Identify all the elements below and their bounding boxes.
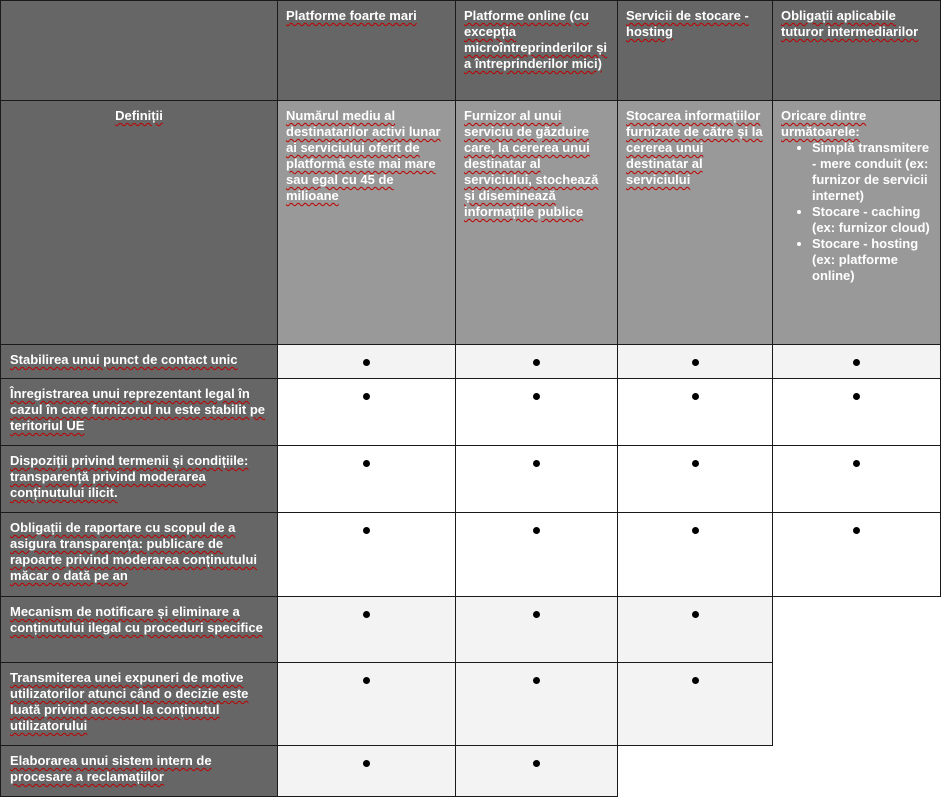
bullet-dot-icon [533,393,540,400]
table-cell [772,378,941,446]
row-header-legal-representative [0,378,278,446]
table-cell [772,512,941,597]
table-cell [277,378,456,446]
definition-online-platforms [455,100,618,345]
definition-intro: Oricare dintre următoarele: [781,108,867,139]
definition-text: Numărul mediu al destinatarilor activi lunar ai serviciului oferit de platformă este mai mare sau egal cu 45 de milioane [286,108,441,203]
row-label: Transmiterea unei expuneri de motive utilizatorilor atunci când o decizie este luată privind accesul la conținutul utilizatorului [10,670,249,733]
bullet-dot-icon [692,393,699,400]
table-cell [455,344,618,379]
column-header-all-intermediaries [772,0,941,101]
bullet-dot-icon [533,359,540,366]
column-header-online-platforms [455,0,618,101]
bullet-dot-icon [533,460,540,467]
bullet-dot-icon [363,460,370,467]
bullet-dot-icon [533,611,540,618]
row-header-statement-of-reasons [0,662,278,746]
row-header-transparency-reporting [0,512,278,597]
column-header-label: Platforme online (cu excepția microîntreprinderilor și a întreprinderilor mici) [464,8,608,71]
column-header-label: Servicii de stocare - hosting [626,8,749,39]
list-item: • Stocare - hosting (ex: platforme online) [812,236,932,284]
row-label: Obligații de raportare cu scopul de a asigura transparența: publicare de rapoarte privind moderarea conținutului măcar o dată pe an [10,520,258,583]
bullet-dot-icon [363,527,370,534]
table-cell [455,512,618,597]
list-item: • Simplă transmitere - mere conduit (ex: furnizor de servicii internet) [812,140,932,204]
row-label: Stabilirea unui punct de contact unic [10,352,238,367]
bullet-dot-icon [853,527,860,534]
bullet-dot-icon [363,611,370,618]
table-cell [455,378,618,446]
definition-text: Stocarea informațiilor furnizate de către și la cererea unui destinatar al serviciului [626,108,763,187]
table-cell [277,344,456,379]
table-cell [617,662,773,746]
table-cell [617,596,773,663]
definitions-label: Definiții [115,108,163,123]
column-header-label: Obligații aplicabile tuturor intermediarilor [781,8,919,39]
bullet-dot-icon [853,460,860,467]
table-corner-cell [0,0,278,101]
list-item: • Stocare - caching (ex: furnizor cloud) [812,204,932,236]
row-label: Elaborarea unui sistem intern de procesare a reclamațiilor [10,753,212,784]
table-cell [455,445,618,513]
bullet-dot-icon [533,677,540,684]
column-header-hosting-services [617,0,773,101]
table-cell [617,512,773,597]
row-header-notice-and-action [0,596,278,663]
definitions-row-header [0,100,278,345]
definition-text: Furnizor al unui serviciu de găzduire care, la cererea unui destinatar al serviciului, stochează și diseminează informațiile publice [464,108,599,219]
bullet-dot-icon [853,359,860,366]
definition-very-large-platforms [277,100,456,345]
table-cell [617,445,773,513]
column-header-very-large-platforms [277,0,456,101]
table-cell [455,596,618,663]
bullet-dot-icon [692,460,699,467]
bullet-dot-icon [363,393,370,400]
table-cell [772,344,941,379]
column-header-label: Platforme foarte mari [286,8,417,23]
definition-all-intermediaries [772,100,941,345]
table-cell [277,512,456,597]
row-header-terms-and-conditions [0,445,278,513]
row-header-complaint-handling [0,745,278,797]
bullet-dot-icon [692,611,699,618]
bullet-dot-icon [692,359,699,366]
table-cell [277,745,456,797]
table-cell [277,662,456,746]
bullet-dot-icon [363,760,370,767]
bullet-dot-icon [692,527,699,534]
bullet-dot-icon [533,760,540,767]
row-label: Mecanism de notificare și eliminare a conținutului ilegal cu proceduri specifice [10,604,263,635]
table-cell [277,445,456,513]
definition-hosting-services [617,100,773,345]
bullet-dot-icon [533,527,540,534]
definition-list [781,140,932,284]
table-cell [617,378,773,446]
bullet-dot-icon [853,393,860,400]
table-cell [772,445,941,513]
row-label: Înregistrarea unui reprezentant legal în cazul în care furnizorul nu este stabilit pe teritoriul UE [10,386,265,433]
table-cell [455,745,618,797]
bullet-dot-icon [363,359,370,366]
bullet-dot-icon [363,677,370,684]
row-header-contact-point [0,344,278,379]
table-cell [617,344,773,379]
bullet-dot-icon [692,677,699,684]
table-cell [455,662,618,746]
row-label: Dispoziții privind termenii și condițiile: transparență privind moderarea conținutului ilicit. [10,453,249,500]
table-cell [277,596,456,663]
